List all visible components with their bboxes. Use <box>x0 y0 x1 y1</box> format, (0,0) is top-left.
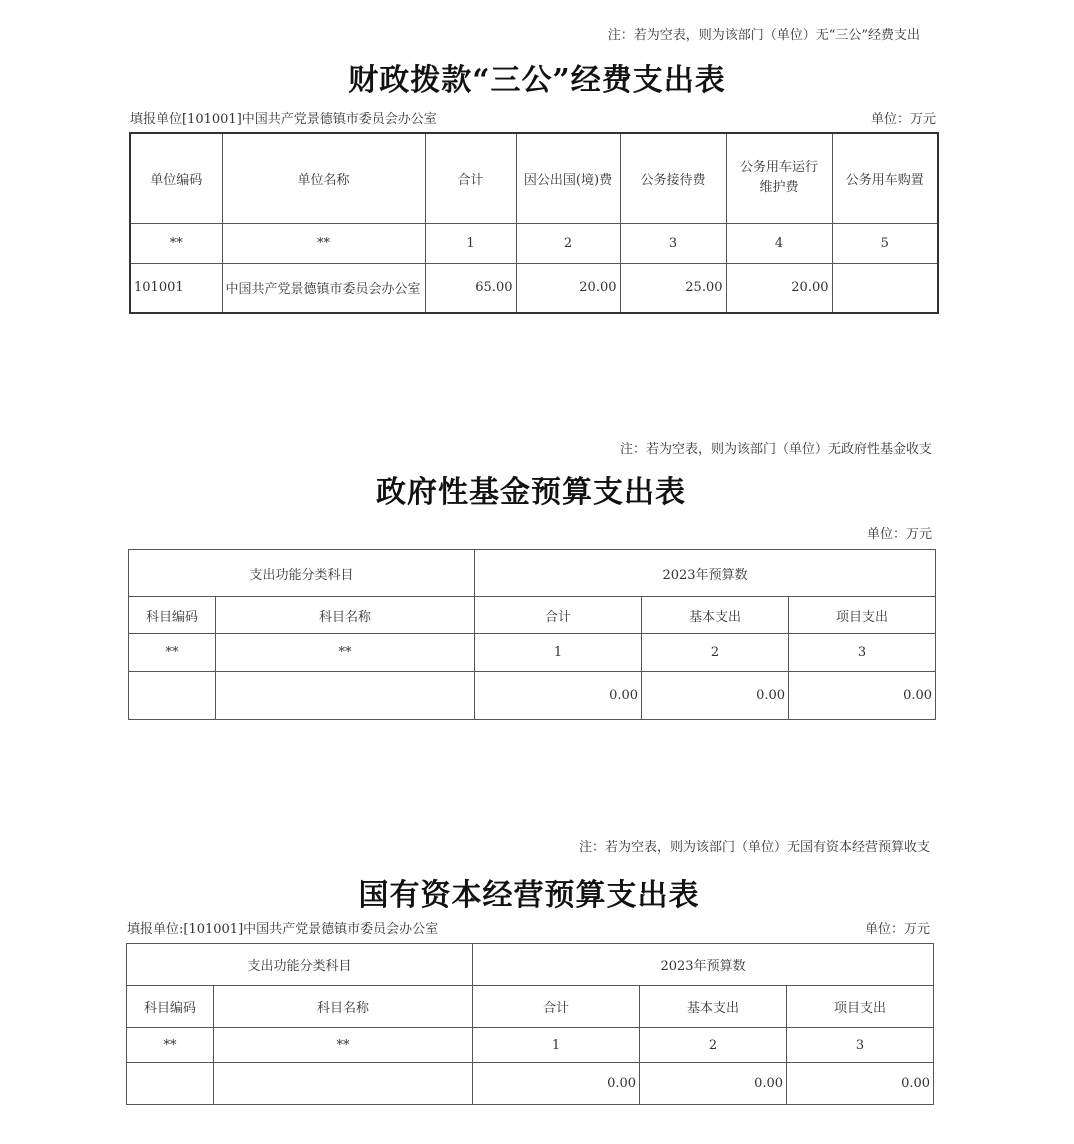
index-cell: 2 <box>516 223 620 263</box>
index-cell: ** <box>222 223 425 263</box>
section3-fill-unit: 填报单位:[101001]中国共产党景德镇市委员会办公室 <box>127 922 439 937</box>
section2-note: 注：若为空表，则为该部门（单位）无政府性基金收支 <box>619 442 932 457</box>
section3-title: 国有资本经营预算支出表 <box>358 878 700 913</box>
cell-subject-code <box>127 1063 214 1105</box>
index-cell: 3 <box>787 1028 934 1063</box>
table-header-row <box>130 133 938 223</box>
cell-total: 65.00 <box>425 263 516 313</box>
index-cell: 2 <box>640 1028 787 1063</box>
cell-basic-expense: 0.00 <box>642 672 789 720</box>
group-header-budget: 2023年预算数 <box>473 944 934 986</box>
cell-subject-code <box>129 672 216 720</box>
cell-total: 0.00 <box>475 672 642 720</box>
header-subject-name: 科目名称 <box>214 986 473 1028</box>
header-basic-expense: 基本支出 <box>640 986 787 1028</box>
header-subject-code: 科目编码 <box>127 986 214 1028</box>
table-row <box>129 672 936 720</box>
header-total: 合计 <box>473 986 640 1028</box>
index-cell: ** <box>127 1028 214 1063</box>
header-project-expense: 项目支出 <box>789 597 936 634</box>
header-unit-code: 单位编码 <box>130 133 222 223</box>
header-unit-name: 单位名称 <box>222 133 425 223</box>
cell-basic-expense: 0.00 <box>640 1063 787 1105</box>
section3-note: 注：若为空表，则为该部门（单位）无国有资本经营预算收支 <box>578 840 930 855</box>
index-cell: 4 <box>726 223 832 263</box>
group-header-category: 支出功能分类科目 <box>129 550 475 597</box>
cell-unit-name: 中国共产党景德镇市委员会办公室 <box>222 263 425 313</box>
cell-project-expense: 0.00 <box>787 1063 934 1105</box>
index-cell: 1 <box>473 1028 640 1063</box>
cell-project-expense: 0.00 <box>789 672 936 720</box>
index-cell: 3 <box>620 223 726 263</box>
header-basic-expense: 基本支出 <box>642 597 789 634</box>
header-total: 合计 <box>425 133 516 223</box>
index-cell: ** <box>129 634 216 672</box>
index-cell: 3 <box>789 634 936 672</box>
table-header-row <box>127 986 934 1028</box>
government-fund-table <box>128 549 936 720</box>
table-group-header-row <box>127 944 934 986</box>
index-cell: 1 <box>475 634 642 672</box>
table-index-row <box>127 1028 934 1063</box>
table-group-header-row <box>129 550 936 597</box>
cell-reception: 25.00 <box>620 263 726 313</box>
header-overseas: 因公出国(境)费 <box>516 133 620 223</box>
header-vehicle-purchase: 公务用车购置 <box>832 133 938 223</box>
index-cell: 5 <box>832 223 938 263</box>
group-header-budget: 2023年预算数 <box>475 550 936 597</box>
header-total: 合计 <box>475 597 642 634</box>
index-cell: ** <box>216 634 475 672</box>
table-row <box>127 1063 934 1105</box>
cell-overseas: 20.00 <box>516 263 620 313</box>
table-index-row <box>129 634 936 672</box>
cell-vehicle-maintenance: 20.00 <box>726 263 832 313</box>
cell-total: 0.00 <box>473 1063 640 1105</box>
section1-note: 注：若为空表，则为该部门（单位）无“三公”经费支出 <box>607 28 920 43</box>
section2-title: 政府性基金预算支出表 <box>376 475 686 510</box>
cell-subject-name <box>214 1063 473 1105</box>
section1-title: 财政拨款“三公”经费支出表 <box>348 63 726 98</box>
section1-fill-unit: 填报单位[101001]中国共产党景德镇市委员会办公室 <box>130 112 437 127</box>
cell-subject-name <box>216 672 475 720</box>
three-public-expense-table <box>129 132 939 314</box>
cell-vehicle-purchase <box>832 263 938 313</box>
section3-unit: 单位：万元 <box>864 922 930 937</box>
state-capital-table <box>126 943 934 1105</box>
index-cell: 1 <box>425 223 516 263</box>
header-subject-code: 科目编码 <box>129 597 216 634</box>
table-header-row <box>129 597 936 634</box>
header-project-expense: 项目支出 <box>787 986 934 1028</box>
header-reception: 公务接待费 <box>620 133 726 223</box>
index-cell: ** <box>214 1028 473 1063</box>
section1-unit: 单位：万元 <box>870 112 936 127</box>
cell-unit-code: 101001 <box>130 263 222 313</box>
header-subject-name: 科目名称 <box>216 597 475 634</box>
table-index-row <box>130 223 938 263</box>
index-cell: 2 <box>642 634 789 672</box>
table-row <box>130 263 938 313</box>
header-vehicle-maintenance: 公务用车运行维护费 <box>726 133 832 223</box>
group-header-category: 支出功能分类科目 <box>127 944 473 986</box>
index-cell: ** <box>130 223 222 263</box>
section2-unit: 单位：万元 <box>866 527 932 542</box>
